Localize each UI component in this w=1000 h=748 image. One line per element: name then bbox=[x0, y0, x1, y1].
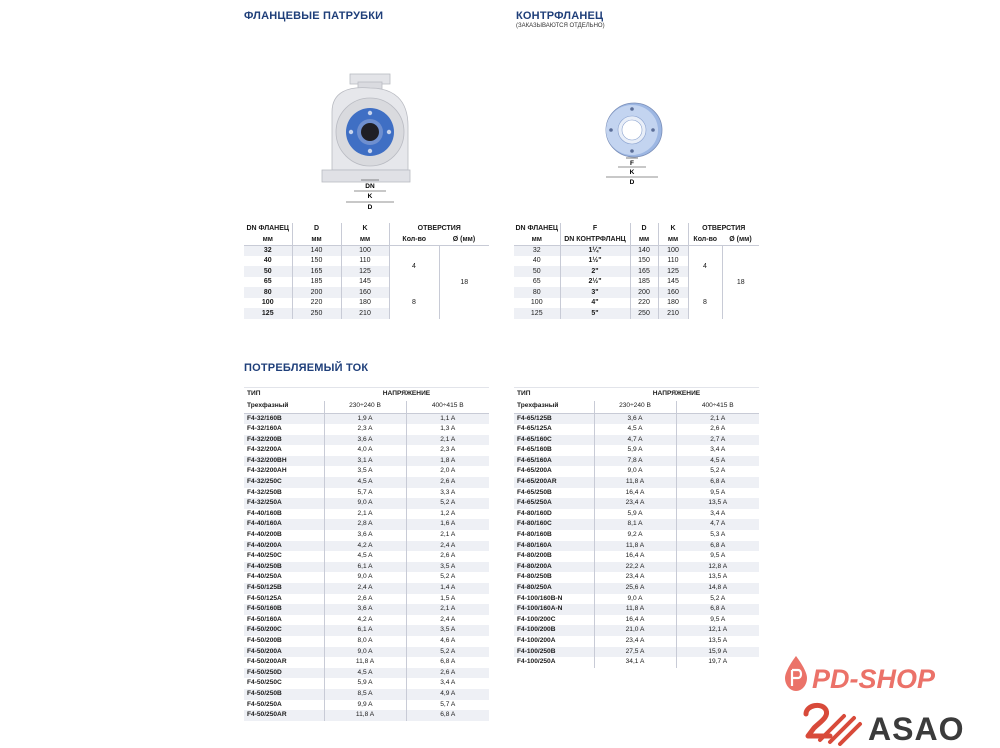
dn-label: DN bbox=[365, 183, 375, 190]
current-230v: 23,4 A bbox=[594, 636, 676, 647]
model-name: F4-100/200A bbox=[514, 636, 594, 647]
model-name: F4-65/200A bbox=[514, 466, 594, 477]
unit-f: DN КОНТРФЛАНЦ bbox=[560, 234, 630, 245]
current-400v: 2,6 A bbox=[676, 424, 759, 435]
current-400v: 5,2 A bbox=[406, 498, 489, 509]
pdshop-logo-text: PD-SHOP bbox=[812, 664, 936, 694]
current-400v: 19,7 A bbox=[676, 657, 759, 668]
model-name: F4-100/160B-N bbox=[514, 594, 594, 605]
table-row bbox=[514, 647, 759, 658]
current-400v: 2,1 A bbox=[676, 414, 759, 425]
model-name: F4-50/200A bbox=[244, 647, 324, 658]
current-table-right bbox=[514, 387, 759, 668]
table-row: 32 140 100 4 18 bbox=[244, 245, 489, 256]
current-400v: 1,4 A bbox=[406, 583, 489, 594]
table-row bbox=[244, 541, 489, 552]
current-230v: 34,1 A bbox=[594, 657, 676, 668]
current-400v: 2,6 A bbox=[406, 477, 489, 488]
table-row bbox=[244, 498, 489, 509]
holes-count-cell: 4 bbox=[389, 245, 439, 287]
current-230v: 5,7 A bbox=[324, 488, 406, 499]
header-k: K bbox=[658, 223, 688, 234]
type-header: ТИП bbox=[514, 388, 594, 401]
model-name: F4-100/250B bbox=[514, 647, 594, 658]
current-230v: 27,5 A bbox=[594, 647, 676, 658]
model-name: F4-32/200A bbox=[244, 445, 324, 456]
counterflange-title: КОНТРФЛАНЕЦ bbox=[516, 10, 604, 22]
model-name: F4-40/200A bbox=[244, 541, 324, 552]
current-400v: 2,7 A bbox=[676, 435, 759, 446]
current-400v: 2,0 A bbox=[406, 466, 489, 477]
current-400v: 2,3 A bbox=[406, 445, 489, 456]
model-name: F4-40/250B bbox=[244, 562, 324, 573]
current-400v: 6,8 A bbox=[406, 657, 489, 668]
current-230v: 9,0 A bbox=[594, 466, 676, 477]
current-400v: 13,5 A bbox=[676, 636, 759, 647]
current-400v: 9,5 A bbox=[676, 615, 759, 626]
table-row bbox=[514, 435, 759, 446]
bolt-hole bbox=[630, 107, 634, 111]
current-400v: 14,8 A bbox=[676, 583, 759, 594]
table-row bbox=[244, 689, 489, 700]
current-230v: 2,3 A bbox=[324, 424, 406, 435]
header-dn: DN ФЛАНЕЦ bbox=[515, 225, 559, 232]
model-name: F4-40/160A bbox=[244, 519, 324, 530]
table-row: 125 250 210 bbox=[244, 308, 489, 319]
current-230v: 9,0 A bbox=[324, 498, 406, 509]
counterflange-note: (ЗАКАЗЫВАЮТСЯ ОТДЕЛЬНО) bbox=[516, 23, 605, 29]
table-row bbox=[514, 615, 759, 626]
model-name: F4-65/160B bbox=[514, 445, 594, 456]
current-230v: 6,1 A bbox=[324, 562, 406, 573]
current-400v: 2,6 A bbox=[406, 668, 489, 679]
holes-diameter-cell: 18 bbox=[439, 245, 489, 319]
current-400v: 5,2 A bbox=[406, 647, 489, 658]
table-row bbox=[514, 625, 759, 636]
current-230v: 8,0 A bbox=[324, 636, 406, 647]
k-label: K bbox=[367, 193, 373, 200]
current-400v: 6,8 A bbox=[676, 477, 759, 488]
current-400v: 12,1 A bbox=[676, 625, 759, 636]
d-label: D bbox=[367, 204, 373, 210]
bolt-hole bbox=[349, 130, 353, 134]
table-row bbox=[244, 615, 489, 626]
f-label: F bbox=[630, 160, 634, 167]
table-row bbox=[514, 498, 759, 509]
table-row bbox=[244, 551, 489, 562]
bolt-hole bbox=[609, 128, 613, 132]
voltage-header: НАПРЯЖЕНИЕ bbox=[594, 388, 759, 401]
table-row bbox=[244, 488, 489, 499]
current-400v: 4,7 A bbox=[676, 519, 759, 530]
table-row bbox=[514, 657, 759, 668]
holes-count-cell: 8 bbox=[688, 287, 722, 319]
current-230v: 5,9 A bbox=[594, 509, 676, 520]
table-row bbox=[244, 583, 489, 594]
current-230v: 21,0 A bbox=[594, 625, 676, 636]
current-400v: 13,5 A bbox=[676, 572, 759, 583]
current-230v: 23,4 A bbox=[594, 498, 676, 509]
model-name: F4-50/160B bbox=[244, 604, 324, 615]
model-name: F4-100/160A-N bbox=[514, 604, 594, 615]
model-name: F4-50/250D bbox=[244, 668, 324, 679]
model-name: F4-65/160C bbox=[514, 435, 594, 446]
voltage-400-header: 400÷415 В bbox=[406, 401, 489, 414]
table-row: 100 220 180 bbox=[244, 298, 489, 309]
header-holes: ОТВЕРСТИЯ bbox=[688, 223, 759, 234]
current-400v: 4,5 A bbox=[676, 456, 759, 467]
model-name: F4-32/200BH bbox=[244, 456, 324, 467]
current-400v: 5,2 A bbox=[676, 466, 759, 477]
table-row: 40 1½" 150 110 bbox=[514, 256, 759, 267]
current-230v: 16,4 A bbox=[594, 551, 676, 562]
current-230v: 6,1 A bbox=[324, 625, 406, 636]
current-400v: 5,7 A bbox=[406, 700, 489, 711]
model-name: F4-80/200A bbox=[514, 562, 594, 573]
unit-dn: мм bbox=[244, 234, 292, 245]
model-name: F4-80/160A bbox=[514, 541, 594, 552]
table-row bbox=[514, 466, 759, 477]
current-230v: 5,9 A bbox=[594, 445, 676, 456]
current-230v: 3,6 A bbox=[594, 414, 676, 425]
current-table-left bbox=[244, 387, 489, 721]
current-230v: 11,8 A bbox=[594, 477, 676, 488]
model-name: F4-50/125A bbox=[244, 594, 324, 605]
model-name: F4-32/250A bbox=[244, 498, 324, 509]
table-row bbox=[244, 435, 489, 446]
model-name: F4-65/250A bbox=[514, 498, 594, 509]
pdshop-drop-icon bbox=[782, 654, 810, 694]
current-400v: 1,3 A bbox=[406, 424, 489, 435]
current-230v: 8,1 A bbox=[594, 519, 676, 530]
current-230v: 4,2 A bbox=[324, 615, 406, 626]
current-400v: 2,6 A bbox=[406, 551, 489, 562]
current-230v: 4,5 A bbox=[324, 668, 406, 679]
current-400v: 12,8 A bbox=[676, 562, 759, 573]
current-400v: 15,9 A bbox=[676, 647, 759, 658]
model-name: F4-40/250C bbox=[244, 551, 324, 562]
current-230v: 11,8 A bbox=[594, 541, 676, 552]
table-row bbox=[514, 477, 759, 488]
unit-k: мм bbox=[341, 234, 389, 245]
model-name: F4-80/250B bbox=[514, 572, 594, 583]
current-230v: 2,6 A bbox=[324, 594, 406, 605]
current-400v: 1,6 A bbox=[406, 519, 489, 530]
current-230v: 16,4 A bbox=[594, 615, 676, 626]
model-name: F4-32/160B bbox=[244, 414, 324, 425]
voltage-400-header: 400÷415 В bbox=[676, 401, 759, 414]
table-row bbox=[244, 562, 489, 573]
table-row bbox=[244, 414, 489, 425]
voltage-230-header: 230÷240 В bbox=[594, 401, 676, 414]
model-name: F4-65/160A bbox=[514, 456, 594, 467]
model-name: F4-65/125A bbox=[514, 424, 594, 435]
header-holes: ОТВЕРСТИЯ bbox=[389, 223, 489, 234]
type-header: ТИП bbox=[244, 388, 324, 401]
table-row: 100 4" 220 180 bbox=[514, 298, 759, 309]
table-row: 65 2½" 185 145 bbox=[514, 277, 759, 288]
table-row bbox=[514, 572, 759, 583]
current-230v: 25,6 A bbox=[594, 583, 676, 594]
current-400v: 5,3 A bbox=[676, 530, 759, 541]
current-400v: 5,2 A bbox=[406, 572, 489, 583]
phase-header: Трехфазный bbox=[244, 401, 324, 414]
model-name: F4-80/160B bbox=[514, 530, 594, 541]
current-400v: 3,3 A bbox=[406, 488, 489, 499]
counterflange-diagram bbox=[598, 100, 668, 188]
table-row bbox=[514, 604, 759, 615]
holes-diameter-cell: 18 bbox=[722, 245, 759, 319]
current-400v: 3,4 A bbox=[406, 678, 489, 689]
table-row: 80 3" 200 160 8 bbox=[514, 287, 759, 298]
header-f: F bbox=[560, 223, 630, 234]
model-name: F4-65/125B bbox=[514, 414, 594, 425]
current-400v: 3,4 A bbox=[676, 509, 759, 520]
model-name: F4-65/250B bbox=[514, 488, 594, 499]
table-row: 50 2" 165 125 bbox=[514, 266, 759, 277]
table-row bbox=[514, 424, 759, 435]
current-230v: 9,2 A bbox=[594, 530, 676, 541]
current-230v: 9,0 A bbox=[324, 647, 406, 658]
table-row: 65 185 145 bbox=[244, 277, 489, 288]
model-name: F4-80/160D bbox=[514, 509, 594, 520]
model-name: F4-65/200AR bbox=[514, 477, 594, 488]
current-400v: 3,5 A bbox=[406, 562, 489, 573]
table-row bbox=[514, 583, 759, 594]
pump-port bbox=[361, 123, 379, 141]
table-row bbox=[244, 445, 489, 456]
holes-count-cell: 8 bbox=[389, 287, 439, 319]
table-row bbox=[244, 594, 489, 605]
model-name: F4-80/250A bbox=[514, 583, 594, 594]
current-400v: 3,5 A bbox=[406, 625, 489, 636]
current-230v: 23,4 A bbox=[594, 572, 676, 583]
current-230v: 3,6 A bbox=[324, 604, 406, 615]
current-230v: 2,4 A bbox=[324, 583, 406, 594]
unit-dn: мм bbox=[514, 234, 560, 245]
table-row bbox=[244, 509, 489, 520]
current-230v: 8,5 A bbox=[324, 689, 406, 700]
current-230v: 22,2 A bbox=[594, 562, 676, 573]
model-name: F4-80/160C bbox=[514, 519, 594, 530]
current-230v: 4,5 A bbox=[324, 551, 406, 562]
table-row bbox=[244, 477, 489, 488]
header-d: D bbox=[630, 223, 658, 234]
current-400v: 4,6 A bbox=[406, 636, 489, 647]
unit-k: мм bbox=[658, 234, 688, 245]
current-400v: 9,5 A bbox=[676, 488, 759, 499]
current-230v: 9,0 A bbox=[324, 572, 406, 583]
current-230v: 3,5 A bbox=[324, 466, 406, 477]
model-name: F4-100/250A bbox=[514, 657, 594, 668]
pump-flange-diagram bbox=[318, 70, 418, 210]
table-row: 80 200 160 8 bbox=[244, 287, 489, 298]
model-name: F4-50/250C bbox=[244, 678, 324, 689]
current-400v: 2,1 A bbox=[406, 435, 489, 446]
current-400v: 2,4 A bbox=[406, 615, 489, 626]
model-name: F4-40/250A bbox=[244, 572, 324, 583]
table-row: 32 1¼" 140 100 4 18 bbox=[514, 245, 759, 256]
current-400v: 3,4 A bbox=[676, 445, 759, 456]
header-k: K bbox=[341, 223, 389, 234]
model-name: F4-50/250A bbox=[244, 700, 324, 711]
bolt-hole bbox=[368, 149, 372, 153]
current-230v: 7,8 A bbox=[594, 456, 676, 467]
current-400v: 6,8 A bbox=[676, 541, 759, 552]
current-400v: 1,5 A bbox=[406, 594, 489, 605]
current-230v: 3,1 A bbox=[324, 456, 406, 467]
current-400v: 2,1 A bbox=[406, 604, 489, 615]
current-230v: 9,9 A bbox=[324, 700, 406, 711]
current-400v: 1,1 A bbox=[406, 414, 489, 425]
current-400v: 1,2 A bbox=[406, 509, 489, 520]
current-230v: 11,8 A bbox=[594, 604, 676, 615]
model-name: F4-50/125B bbox=[244, 583, 324, 594]
table-row bbox=[514, 488, 759, 499]
asao-logo-mark bbox=[800, 700, 864, 746]
d-label: D bbox=[629, 179, 635, 186]
table-row: 125 5" 250 210 bbox=[514, 308, 759, 319]
model-name: F4-50/200B bbox=[244, 636, 324, 647]
model-name: F4-40/160B bbox=[244, 509, 324, 520]
model-name: F4-32/250B bbox=[244, 488, 324, 499]
bolt-hole bbox=[387, 130, 391, 134]
table-row bbox=[514, 414, 759, 425]
table-row bbox=[244, 668, 489, 679]
table-row bbox=[514, 562, 759, 573]
bolt-hole bbox=[368, 111, 372, 115]
current-230v: 4,2 A bbox=[324, 541, 406, 552]
model-name: F4-32/160A bbox=[244, 424, 324, 435]
asao-logo-text: ASAO bbox=[868, 711, 965, 747]
unit-holes-diameter: Ø (мм) bbox=[722, 234, 759, 245]
current-400v: 5,2 A bbox=[676, 594, 759, 605]
header-d: D bbox=[292, 223, 341, 234]
current-400v: 2,1 A bbox=[406, 530, 489, 541]
current-400v: 4,9 A bbox=[406, 689, 489, 700]
bolt-hole bbox=[651, 128, 655, 132]
model-name: F4-40/200B bbox=[244, 530, 324, 541]
model-name: F4-100/200C bbox=[514, 615, 594, 626]
current-230v: 4,5 A bbox=[324, 477, 406, 488]
table-row bbox=[514, 445, 759, 456]
unit-d: мм bbox=[630, 234, 658, 245]
flange-dimensions-table bbox=[244, 223, 489, 319]
table-row bbox=[244, 625, 489, 636]
model-name: F4-100/200B bbox=[514, 625, 594, 636]
current-230v: 4,5 A bbox=[594, 424, 676, 435]
model-name: F4-32/200AH bbox=[244, 466, 324, 477]
current-230v: 3,6 A bbox=[324, 530, 406, 541]
current-230v: 9,0 A bbox=[594, 594, 676, 605]
table-row bbox=[244, 678, 489, 689]
table-row bbox=[244, 647, 489, 658]
flanges-title: ФЛАНЦЕВЫЕ ПАТРУБКИ bbox=[244, 10, 384, 22]
unit-holes-count: Кол-во bbox=[688, 234, 722, 245]
phase-header: Трехфазный bbox=[514, 401, 594, 414]
voltage-header: НАПРЯЖЕНИЕ bbox=[324, 388, 489, 401]
current-400v: 13,5 A bbox=[676, 498, 759, 509]
table-row bbox=[514, 519, 759, 530]
table-row bbox=[244, 456, 489, 467]
current-230v: 1,9 A bbox=[324, 414, 406, 425]
counterflange-table bbox=[514, 223, 759, 319]
unit-holes-diameter: Ø (мм) bbox=[439, 234, 489, 245]
table-row bbox=[514, 456, 759, 467]
table-row bbox=[244, 530, 489, 541]
model-name: F4-50/250AR bbox=[244, 710, 324, 721]
current-title: ПОТРЕБЛЯЕМЫЙ ТОК bbox=[244, 362, 369, 374]
table-row bbox=[244, 424, 489, 435]
voltage-230-header: 230÷240 В bbox=[324, 401, 406, 414]
current-400v: 1,8 A bbox=[406, 456, 489, 467]
table-row bbox=[244, 710, 489, 721]
current-230v: 16,4 A bbox=[594, 488, 676, 499]
model-name: F4-50/250B bbox=[244, 689, 324, 700]
table-row bbox=[514, 594, 759, 605]
table-row bbox=[244, 466, 489, 477]
current-230v: 4,0 A bbox=[324, 445, 406, 456]
current-230v: 3,6 A bbox=[324, 435, 406, 446]
table-row bbox=[514, 509, 759, 520]
current-230v: 11,8 A bbox=[324, 657, 406, 668]
current-230v: 4,7 A bbox=[594, 435, 676, 446]
k-label: K bbox=[629, 169, 635, 176]
table-row bbox=[514, 636, 759, 647]
table-row bbox=[244, 604, 489, 615]
table-row bbox=[514, 551, 759, 562]
current-230v: 5,9 A bbox=[324, 678, 406, 689]
table-row: 50 165 125 bbox=[244, 266, 489, 277]
table-row bbox=[244, 519, 489, 530]
unit-holes-count: Кол-во bbox=[389, 234, 439, 245]
model-name: F4-50/200AR bbox=[244, 657, 324, 668]
bolt-hole bbox=[630, 149, 634, 153]
current-400v: 2,4 A bbox=[406, 541, 489, 552]
current-400v: 9,5 A bbox=[676, 551, 759, 562]
table-row bbox=[244, 636, 489, 647]
model-name: F4-32/250C bbox=[244, 477, 324, 488]
table-row bbox=[244, 572, 489, 583]
model-name: F4-50/200C bbox=[244, 625, 324, 636]
counterflange-bore bbox=[622, 120, 642, 140]
model-name: F4-50/160A bbox=[244, 615, 324, 626]
current-400v: 6,8 A bbox=[676, 604, 759, 615]
table-row bbox=[244, 700, 489, 711]
current-230v: 2,1 A bbox=[324, 509, 406, 520]
current-400v: 6,8 A bbox=[406, 710, 489, 721]
header-dn: DN ФЛАНЕЦ bbox=[246, 225, 290, 232]
unit-d: мм bbox=[292, 234, 341, 245]
current-230v: 2,8 A bbox=[324, 519, 406, 530]
table-row bbox=[514, 541, 759, 552]
holes-count-cell: 4 bbox=[688, 245, 722, 287]
model-name: F4-32/200B bbox=[244, 435, 324, 446]
table-row bbox=[244, 657, 489, 668]
current-230v: 11,8 A bbox=[324, 710, 406, 721]
model-name: F4-80/200B bbox=[514, 551, 594, 562]
table-row bbox=[514, 530, 759, 541]
table-row: 40 150 110 bbox=[244, 256, 489, 267]
